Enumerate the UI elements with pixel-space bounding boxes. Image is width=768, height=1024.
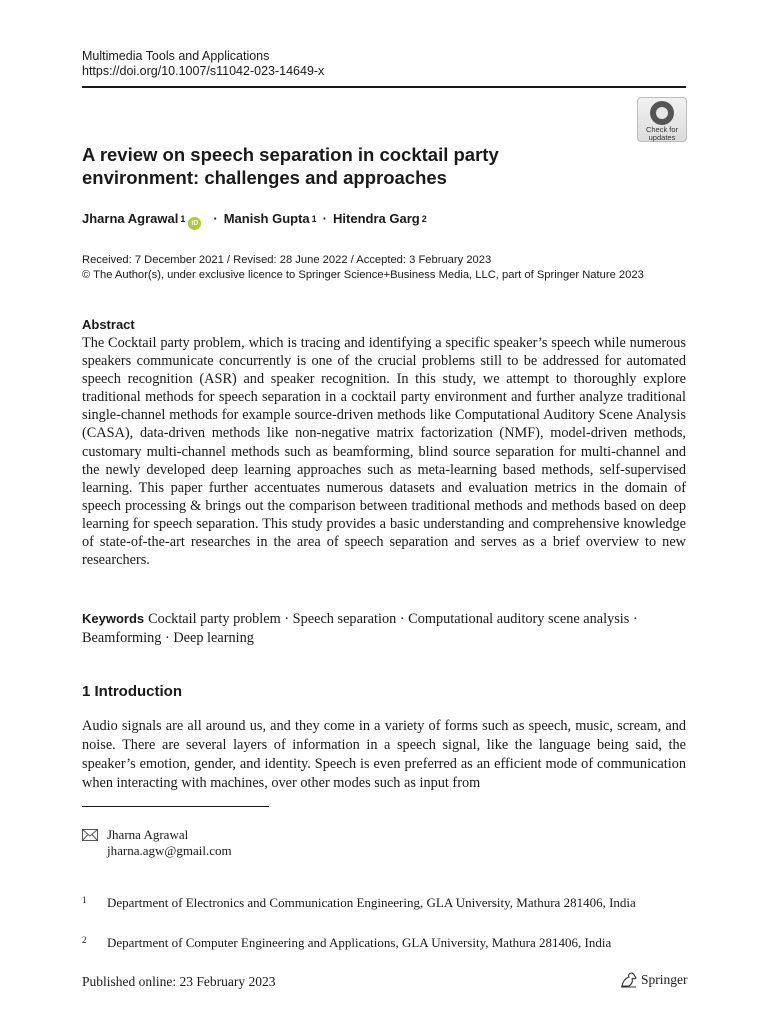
check-updates-icon [650, 101, 674, 125]
keywords-list: Cocktail party problem · Speech separation · Computational auditory scene analysis · Beamforming · Deep learning [82, 611, 638, 646]
affiliation [82, 895, 686, 911]
author-affil-sup: 1 [311, 214, 317, 224]
publisher-name: Springer [641, 972, 688, 987]
publisher-logo [620, 972, 688, 988]
keywords-block [82, 610, 692, 647]
header-rule [82, 86, 686, 88]
published-online: Published online: 23 February 2023 [82, 974, 276, 989]
introduction-text: Audio signals are all around us, and they come in a variety of forms such as speech, music, scream, and noise. There are several layers of information in a speech signal, like the language being said, the speaker’s emotion, gender, and identity. Speech is even preferred as an efficient mode of communication when interacting with machines, over other modes such as input from [82, 718, 686, 791]
journal-name: Multimedia Tools and Applications [82, 49, 270, 63]
author-name[interactable]: Hitendra Garg [333, 211, 420, 226]
paper-title [82, 143, 622, 189]
section-heading-introduction: 1 Introduction [82, 683, 182, 700]
corresponding-name: Jharna Agrawal [107, 827, 189, 842]
corresponding-author [82, 827, 232, 859]
article-history [82, 253, 644, 283]
author-name[interactable]: Manish Gupta [223, 211, 310, 226]
affiliation-text: Department of Electronics and Communication Engineering, GLA University, Mathura 281406, India [107, 895, 636, 910]
author-separator: · [213, 211, 218, 226]
affiliation-text: Department of Computer Engineering and Applications, GLA University, Mathura 281406, India [107, 935, 612, 950]
journal-header [82, 49, 324, 79]
corresponding-email[interactable]: jharna.agw@gmail.com [107, 843, 232, 858]
abstract-heading: Abstract [82, 317, 135, 332]
copyright-line: © The Author(s), under exclusive licence to Springer Science+Business Media, LLC, part of Springer Nature 2023 [82, 269, 644, 281]
springer-horse-icon [620, 972, 638, 988]
affiliation-number: 2 [82, 935, 87, 945]
abstract-text: The Cocktail party problem, which is tracing and identifying a specific speaker’s speech while numerous speakers communicate concurrently is one of the crucial problems still to be addressed for automated speech recognition (ASR) and speaker recognition. In this study, we attempt to thoroughly explore traditional methods for speech separation in a cocktail party environment and further analyze traditional single-channel methods for example source-driven methods like Computational Auditory Scene Analysis (CASA), data-driven methods like non-negative matrix factorization (NMF), model-driven methods, customary multi-channel methods such as beamforming, blind source separation for multi-channel and the newly developed deep learning approaches such as meta-learning based methods, self-supervised learning. This paper further accentuates numerous datasets and evaluation metrics in the domain of speech processing & brings out the comparison between traditional methods and methods based on deep learning for speech separation. This study provides a basic understanding and comprehensive knowledge of state-of-the-art researches in the area of speech separation and serves as a brief overview to new researchers. [82, 335, 686, 569]
author-name[interactable]: Jharna Agrawal [82, 211, 179, 226]
author-list [82, 211, 427, 228]
history-dates: Received: 7 December 2021 / Revised: 28 June 2022 / Accepted: 3 February 2023 [82, 254, 492, 266]
orcid-icon[interactable]: iD [188, 217, 201, 230]
keywords-label: Keywords [82, 611, 145, 626]
envelope-icon [82, 829, 98, 841]
title-line-1: A review on speech separation in cocktail party [82, 144, 499, 165]
author-affil-sup: 2 [421, 214, 427, 224]
footnote-rule [82, 806, 269, 807]
doi-link[interactable]: https://doi.org/10.1007/s11042-023-14649-x [82, 64, 325, 78]
author-affil-sup: 1 [180, 214, 186, 224]
affiliation-number: 1 [82, 895, 87, 905]
check-updates-label: Check for updates [645, 125, 679, 142]
title-line-2: environment: challenges and approaches [82, 167, 447, 188]
affiliation [82, 935, 686, 951]
check-for-updates-badge[interactable] [637, 97, 687, 142]
author-separator: · [322, 211, 328, 226]
